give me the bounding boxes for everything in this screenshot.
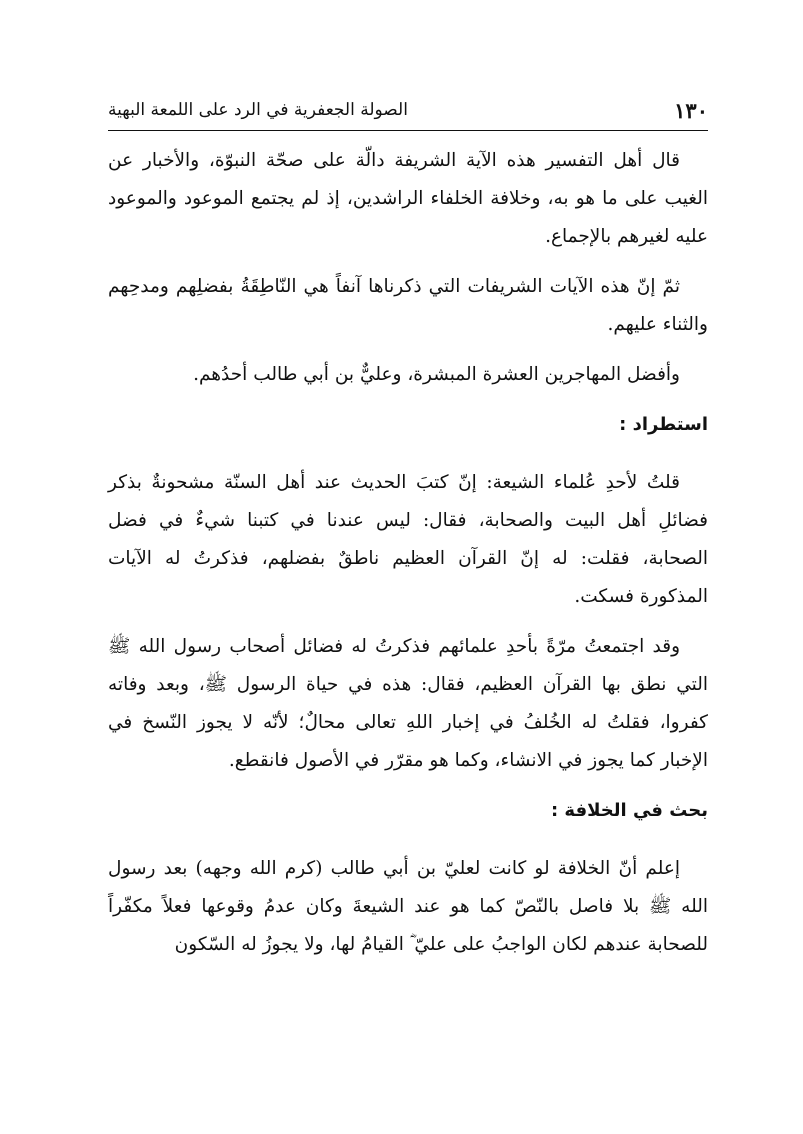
page-number: ١٣٠: [674, 98, 708, 123]
paragraph: قال أهل التفسير هذه الآية الشريفة دالّة على صحّة النبوّة، والأخبار عن الغيب على ما هو به، وخلافة الخلفاء الراشدين، إذ لم يجتمع الموعود والموعود عليه لغيرهم بالإجماع.: [108, 150, 708, 247]
paragraph: إعلم أنّ الخلافة لو كانت لعليّ بن أبي طالب (كرم الله وجهه) بعد رسول الله ﷺ بلا فاصل بالنّصّ كما هو عند الشيعةَ وكان عدمُ وقوعها فعلاً مكفّراً للصحابة عندهم لكان الواجبُ على عليّ ؓ القيامُ لها، ولا يجوزُ له السّكون: [108, 858, 708, 955]
paragraph: وقد اجتمعتُ مرّةً بأحدِ علمائهم فذكرتُ له فضائل أصحاب رسول الله ﷺ التي نطق بها القرآن العظيم، فقال: هذه في حياة الرسول ﷺ، وبعد وفاته كفروا، فقلتُ له الخُلفُ في إخبار اللهِ تعالى محالٌ؛ لأنّه لا يجوز النّسخ في الإخبار كما يجوز في الانشاء، وكما هو مقرّر في الأصول فانقطع.: [108, 636, 708, 771]
paragraph: قلتُ لأحدِ عُلماء الشيعة: إنّ كتبَ الحديث عند أهل السنّة مشحونةٌ بذكر فضائلِ أهل البيت والصحابة، فقال: ليس عندنا في كتبنا شيءٌ في فضل الصحابة، فقلت: له إنّ القرآن العظيم ناطقٌ بفضلهم، فذكرتُ له الآيات المذكورة فسكت.: [108, 472, 708, 607]
paragraph: ثمّ إنّ هذه الآيات الشريفات التي ذكرناها آنفاً هي النّاطِقَةُ بفضلِهم ومدحِهم والثناء عليهم.: [108, 276, 708, 335]
paragraph: وأفضل المهاجرين العشرة المبشرة، وعليٌّ بن أبي طالب أحدُهم.: [193, 364, 680, 385]
section-heading-digression: استطراد :: [619, 414, 708, 435]
running-title: الصولة الجعفرية في الرد على اللمعة البهية: [108, 100, 408, 120]
section-heading-caliphate: بحث في الخلافة :: [550, 800, 708, 821]
body-text: [108, 142, 708, 976]
page-header: [108, 96, 708, 131]
